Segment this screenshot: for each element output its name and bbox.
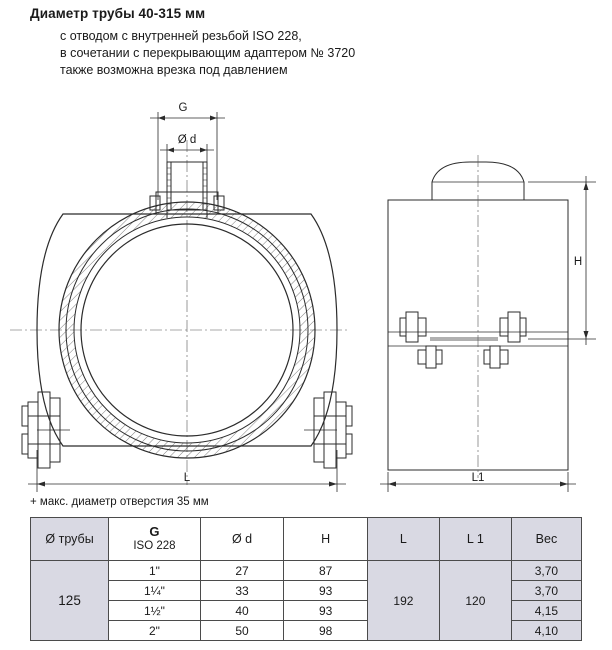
subtitle-line-3: также возможна врезка под давлением	[60, 63, 288, 77]
cell-od: 50	[200, 621, 284, 641]
label-g: G	[178, 102, 188, 114]
cell-l: 192	[367, 561, 439, 641]
header-od: Ø d	[200, 518, 284, 561]
cell-weight: 4,15	[511, 601, 581, 621]
header-g-sub: ISO 228	[133, 540, 176, 552]
cell-h: 93	[284, 581, 368, 601]
header-weight: Вес	[511, 518, 581, 561]
cell-diameter: 125	[31, 561, 109, 641]
table-header-row	[31, 518, 582, 561]
cell-g: 1½"	[109, 601, 201, 621]
cell-weight: 3,70	[511, 561, 581, 581]
cell-weight: 3,70	[511, 581, 581, 601]
hole-diameter-note: + макс. диаметр отверстия 35 мм	[30, 496, 209, 508]
header-h: H	[284, 518, 368, 561]
cell-g: 1¼"	[109, 581, 201, 601]
dimension-g	[150, 112, 225, 200]
spec-table-wrap	[30, 517, 582, 641]
dimension-h	[528, 176, 596, 345]
drawing-svg	[0, 100, 612, 500]
cell-l1: 120	[439, 561, 511, 641]
page-title: Диаметр трубы 40-315 мм	[30, 6, 206, 21]
header-l: L	[367, 518, 439, 561]
subtitle-line-2: в сочетании с перекрывающим адаптером № 3720	[60, 46, 356, 60]
cell-weight: 4,10	[511, 621, 581, 641]
spec-table-head	[31, 518, 582, 561]
cell-h: 98	[284, 621, 368, 641]
cell-od: 40	[200, 601, 284, 621]
label-od: Ø d	[177, 134, 197, 146]
cell-g: 2"	[109, 621, 201, 641]
spec-table-body	[31, 561, 582, 641]
technical-drawing	[0, 100, 612, 500]
label-l: L	[183, 472, 191, 484]
cell-h: 87	[284, 561, 368, 581]
table-row	[31, 561, 582, 581]
header-g	[109, 518, 201, 561]
header-diameter: Ø трубы	[31, 518, 109, 561]
label-h: H	[573, 256, 583, 268]
label-l1: L1	[471, 472, 485, 484]
cell-od: 27	[200, 561, 284, 581]
subtitle-line-1: с отводом с внутренней резьбой ISO 228,	[60, 29, 302, 43]
header-g-main: G	[149, 524, 160, 539]
page-subtitle	[60, 28, 355, 79]
header-l1: L 1	[439, 518, 511, 561]
cell-h: 93	[284, 601, 368, 621]
cell-od: 33	[200, 581, 284, 601]
cell-g: 1"	[109, 561, 201, 581]
spec-table	[30, 517, 582, 641]
side-view	[388, 155, 568, 478]
